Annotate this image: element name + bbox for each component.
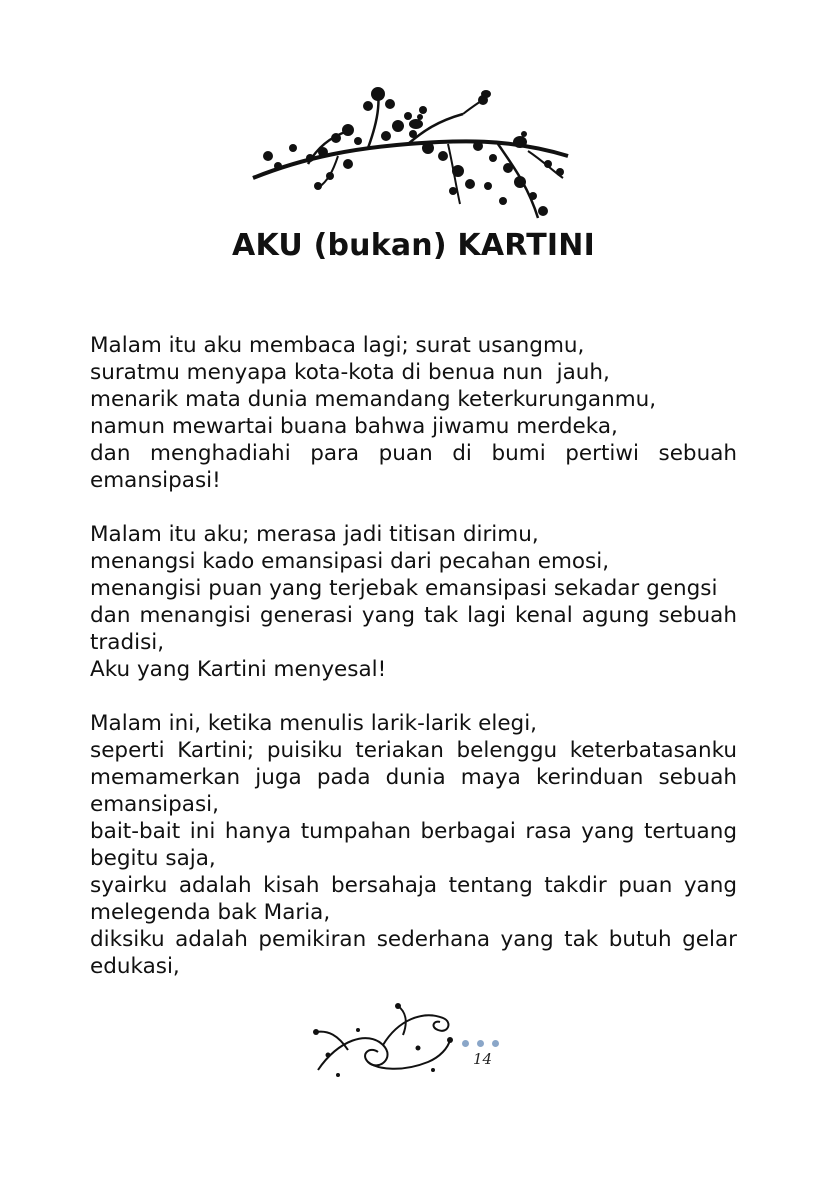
poem-line: edukasi,: [90, 954, 180, 979]
blossom-branch-icon: [248, 86, 578, 226]
page-title: AKU (bukan) KARTINI: [232, 228, 595, 263]
poem-line: melegenda bak Maria,: [90, 900, 331, 925]
dot-icon: [477, 1040, 484, 1047]
poem-line: bait-bait ini hanya tumpahan berbagai rasa yang tertuang: [90, 819, 737, 844]
poem-line: menangisi puan yang terjebak emansipasi sekadar gengsi: [90, 576, 718, 601]
poem-line: diksiku adalah pemikiran sederhana yang tak butuh gelar: [90, 927, 737, 952]
poem-line: memamerkan juga pada dunia maya kerinduan sebuah: [90, 765, 737, 790]
poem-line: dan menangisi generasi yang tak lagi kenal agung sebuah: [90, 603, 737, 628]
page-dots: [462, 1040, 499, 1047]
poem-line: emansipasi!: [90, 468, 221, 493]
poem-line: namun mewartai buana bahwa jiwamu merdeka,: [90, 414, 618, 439]
poem-line: menarik mata dunia memandang keterkurunganmu,: [90, 387, 657, 412]
poem-line: tradisi,: [90, 630, 165, 655]
floral-swirl-icon: [308, 1000, 458, 1080]
poem-line: syairku adalah kisah bersahaja tentang takdir puan yang: [90, 873, 737, 898]
poem-line: Aku yang Kartini menyesal!: [90, 657, 387, 682]
poem-line: emansipasi,: [90, 792, 219, 817]
poem-line: Malam itu aku; merasa jadi titisan dirimu,: [90, 522, 539, 547]
page-number: 14: [473, 1050, 493, 1068]
poem-line: Malam ini, ketika menulis larik-larik elegi,: [90, 711, 537, 736]
poem-body: [90, 332, 737, 980]
poem-line: suratmu menyapa kota-kota di benua nun jauh,: [90, 360, 610, 385]
poem-line: begitu saja,: [90, 846, 216, 871]
poem-line: Malam itu aku membaca lagi; surat usangmu,: [90, 333, 585, 358]
poem-line: menangsi kado emansipasi dari pecahan emosi,: [90, 549, 610, 574]
dot-icon: [492, 1040, 499, 1047]
dot-icon: [462, 1040, 469, 1047]
poem-line: seperti Kartini; puisiku teriakan belenggu keterbatasanku: [90, 738, 737, 763]
poem-line: dan menghadiahi para puan di bumi pertiwi sebuah: [90, 441, 737, 466]
